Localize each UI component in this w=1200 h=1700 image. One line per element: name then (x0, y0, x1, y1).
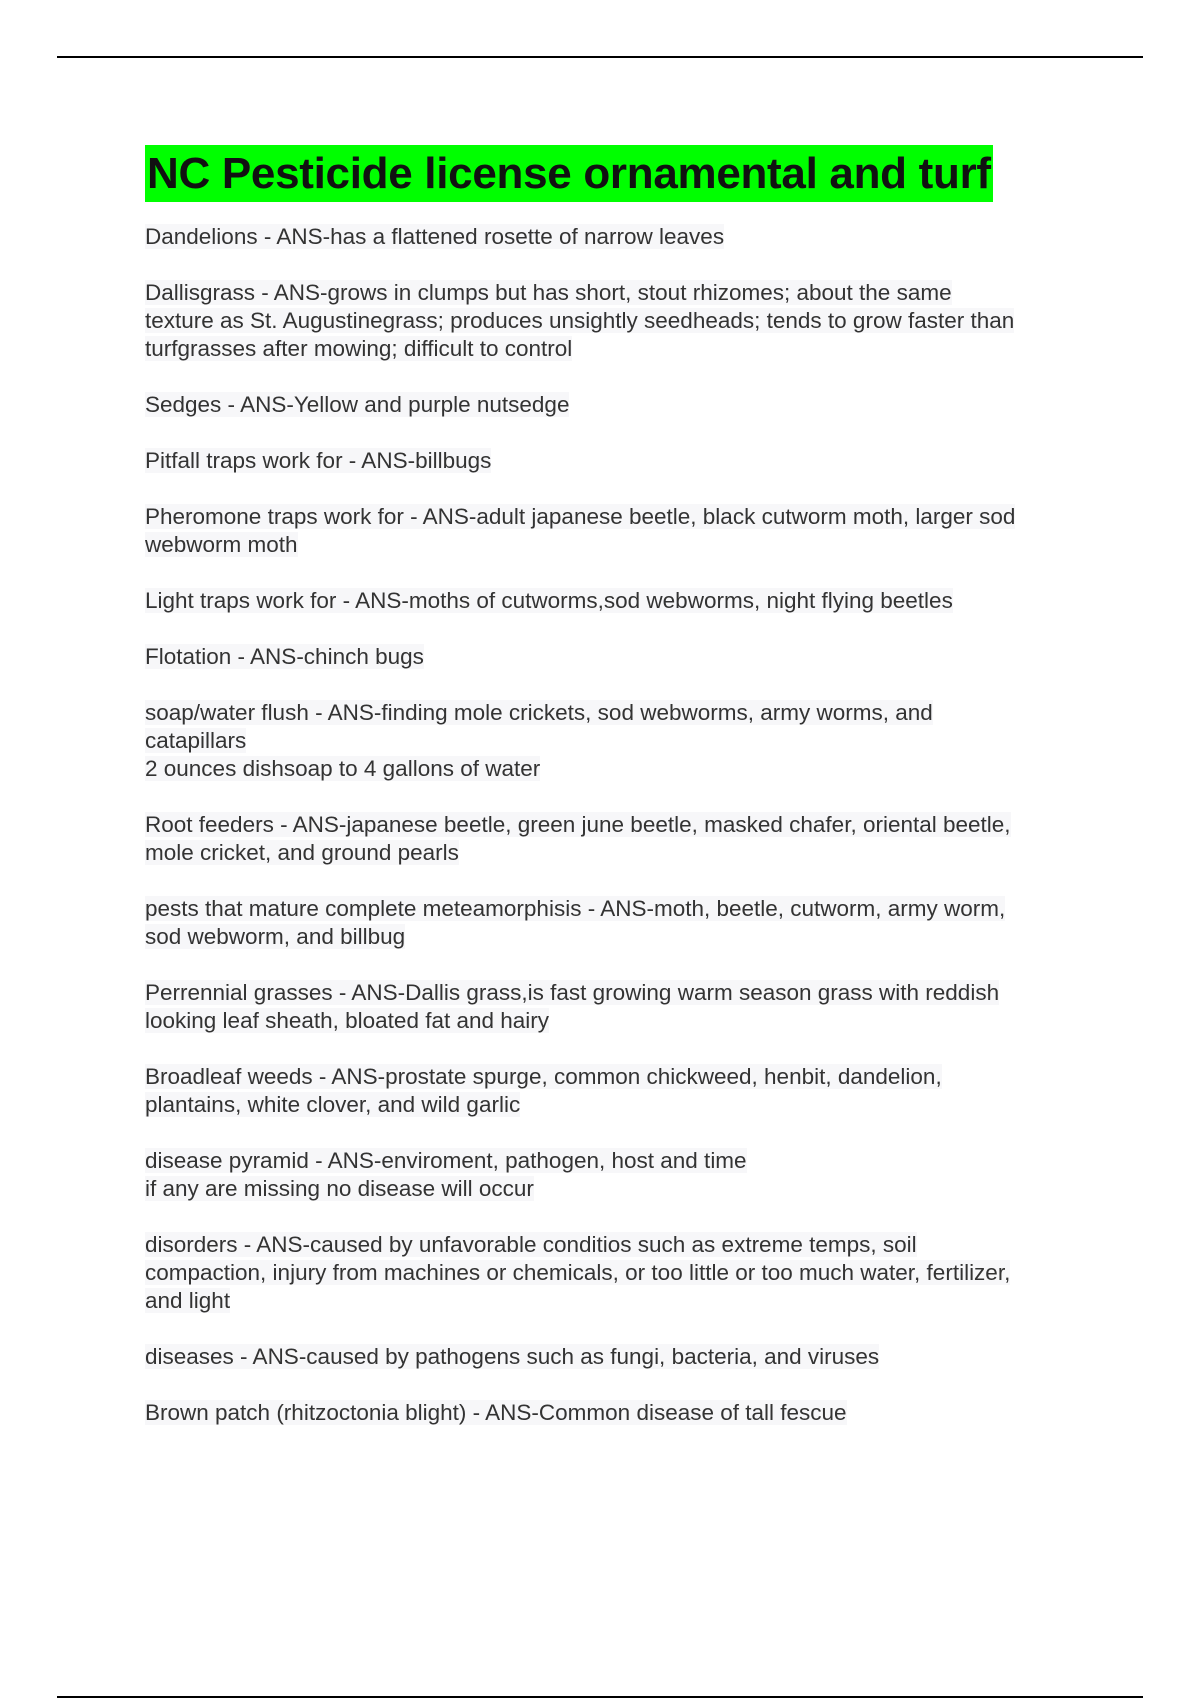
flashcard-text: plantains, white clover, and wild garlic (145, 1092, 521, 1117)
flashcard-line (145, 923, 1090, 951)
flashcard-text: if any are missing no disease will occur (145, 1176, 534, 1201)
flashcard-entry (145, 1147, 1090, 1203)
flashcard-entry (145, 503, 1090, 559)
flashcard-entry (145, 279, 1090, 363)
flashcard-text: disease pyramid - ANS-enviroment, pathogen, host and time (145, 1148, 747, 1173)
flashcard-line (145, 335, 1090, 363)
flashcard-text: mole cricket, and ground pearls (145, 840, 459, 865)
flashcard-line (145, 1399, 1090, 1427)
flashcard-text: texture as St. Augustinegrass; produces unsightly seedheads; tends to grow faster than (145, 308, 1015, 333)
flashcard-line (145, 1147, 1090, 1175)
flashcard-text: Dallisgrass - ANS-grows in clumps but has short, stout rhizomes; about the same (145, 280, 952, 305)
flashcard-text: Flotation - ANS-chinch bugs (145, 644, 424, 669)
flashcard-text: sod webworm, and billbug (145, 924, 406, 949)
flashcard-line (145, 587, 1090, 615)
flashcard-line (145, 279, 1090, 307)
flashcard-text: Light traps work for - ANS-moths of cutworms,sod webworms, night flying beetles (145, 588, 953, 613)
flashcard-text: Pheromone traps work for - ANS-adult japanese beetle, black cutworm moth, larger sod (145, 504, 1016, 529)
flashcard-text: catapillars (145, 728, 247, 753)
flashcard-entry (145, 1343, 1090, 1371)
flashcard-text: soap/water flush - ANS-finding mole crickets, sod webworms, army worms, and (145, 700, 933, 725)
flashcard-text: 2 ounces dishsoap to 4 gallons of water (145, 756, 541, 781)
flashcard-list (145, 223, 1090, 1427)
flashcard-text: turfgrasses after mowing; difficult to control (145, 336, 573, 361)
flashcard-text: Sedges - ANS-Yellow and purple nutsedge (145, 392, 570, 417)
flashcard-text: Dandelions - ANS-has a flattened rosette of narrow leaves (145, 224, 725, 249)
flashcard-line (145, 307, 1090, 335)
flashcard-line (145, 839, 1090, 867)
flashcard-line (145, 727, 1090, 755)
flashcard-entry (145, 1399, 1090, 1427)
flashcard-line (145, 1175, 1090, 1203)
flashcard-line (145, 1063, 1090, 1091)
flashcard-entry (145, 223, 1090, 251)
flashcard-entry (145, 447, 1090, 475)
flashcard-line (145, 1343, 1090, 1371)
flashcard-entry (145, 391, 1090, 419)
document-title: NC Pesticide license ornamental and turf (147, 149, 991, 198)
flashcard-line (145, 811, 1090, 839)
flashcard-text: looking leaf sheath, bloated fat and hairy (145, 1008, 550, 1033)
flashcard-text: Perrennial grasses - ANS-Dallis grass,is fast growing warm season grass with reddish (145, 980, 1000, 1005)
flashcard-text: diseases - ANS-caused by pathogens such as fungi, bacteria, and viruses (145, 1344, 880, 1369)
page-top-rule (57, 56, 1143, 58)
flashcard-entry (145, 587, 1090, 615)
flashcard-text: webworm moth (145, 532, 298, 557)
flashcard-line (145, 1091, 1090, 1119)
flashcard-text: disorders - ANS-caused by unfavorable conditios such as extreme temps, soil (145, 1232, 917, 1257)
flashcard-entry (145, 699, 1090, 783)
flashcard-text: and light (145, 1288, 231, 1313)
flashcard-line (145, 1231, 1090, 1259)
flashcard-entry (145, 811, 1090, 867)
flashcard-line (145, 699, 1090, 727)
flashcard-line (145, 979, 1090, 1007)
flashcard-line (145, 531, 1090, 559)
flashcard-text: Brown patch (rhitzoctonia blight) - ANS-Common disease of tall fescue (145, 1400, 847, 1425)
flashcard-entry (145, 1231, 1090, 1315)
flashcard-line (145, 643, 1090, 671)
flashcard-text: Pitfall traps work for - ANS-billbugs (145, 448, 492, 473)
flashcard-line (145, 503, 1090, 531)
flashcard-text: Broadleaf weeds - ANS-prostate spurge, common chickweed, henbit, dandelion, (145, 1064, 942, 1089)
flashcard-entry (145, 1063, 1090, 1119)
flashcard-entry (145, 643, 1090, 671)
flashcard-text: pests that mature complete meteamorphisis - ANS-moth, beetle, cutworm, army worm, (145, 896, 1006, 921)
flashcard-line (145, 1007, 1090, 1035)
flashcard-line (145, 391, 1090, 419)
flashcard-text: Root feeders - ANS-japanese beetle, green june beetle, masked chafer, oriental beetle, (145, 812, 1011, 837)
flashcard-line (145, 1259, 1090, 1287)
page-bottom-rule (57, 1696, 1143, 1698)
title-highlight (145, 145, 993, 202)
flashcard-text: compaction, injury from machines or chemicals, or too little or too much water, fertilizer, (145, 1260, 1011, 1285)
flashcard-line (145, 223, 1090, 251)
flashcard-entry (145, 895, 1090, 951)
flashcard-line (145, 755, 1090, 783)
flashcard-line (145, 447, 1090, 475)
document-body (145, 145, 1090, 1455)
flashcard-line (145, 895, 1090, 923)
flashcard-line (145, 1287, 1090, 1315)
flashcard-entry (145, 979, 1090, 1035)
